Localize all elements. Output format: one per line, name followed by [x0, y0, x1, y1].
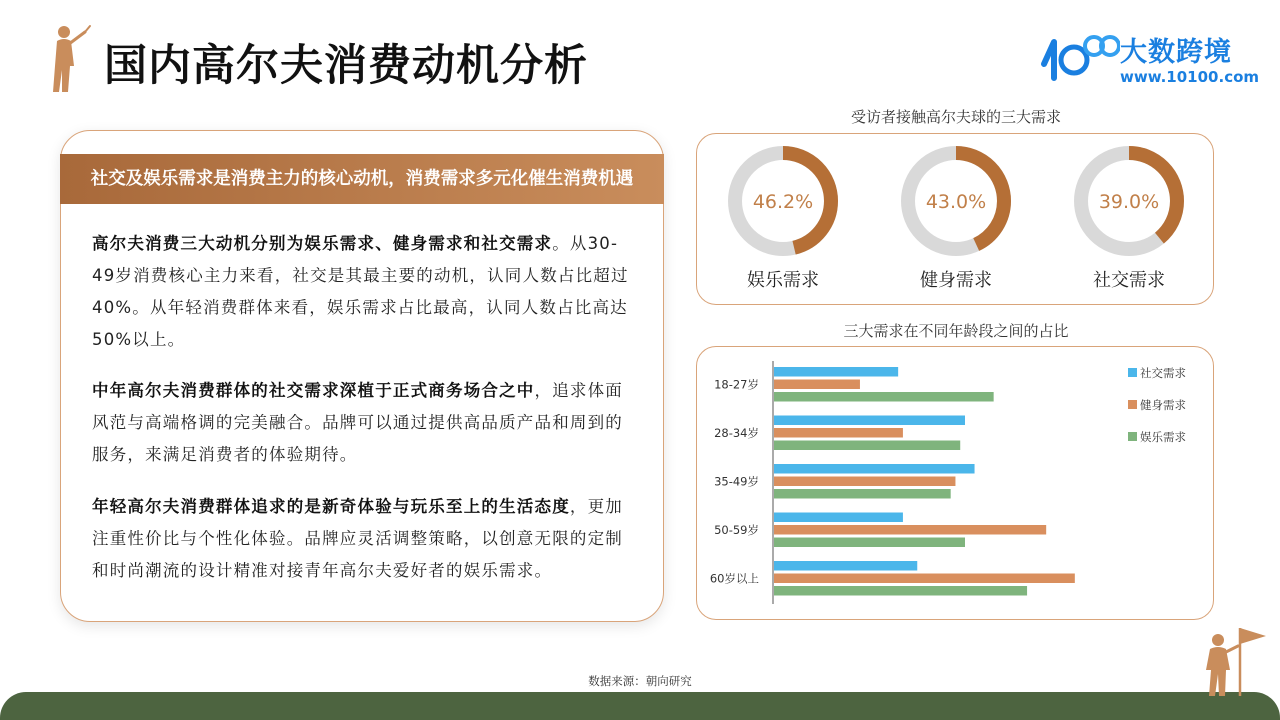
- donut-value-label-3: 39.0%: [1098, 191, 1160, 213]
- paragraph-2-text: ，追求体面风范与高端格调的完美融合。品牌可以通过提供高品质产品和周到的服务，来满足消费者的体验期待。: [92, 381, 623, 464]
- bar-2-1: [774, 416, 965, 426]
- bar-5-3: [774, 586, 1027, 596]
- donut-chart-title: 受访者接触高尔夫球的三大需求: [850, 108, 1061, 126]
- paragraph-3-bold: 年轻高尔夫消费群体追求的是新奇体验与玩乐至上的生活态度: [92, 497, 570, 516]
- brand-logo: [1040, 28, 1260, 92]
- bar-5-2: [774, 574, 1075, 584]
- bar-5-1: [774, 561, 917, 571]
- legend-swatch-3: [1128, 432, 1137, 441]
- legend-label-3: 娱乐需求: [1140, 430, 1186, 444]
- paragraph-2-bold: 中年高尔夫消费群体的社交需求深植于正式商务场合之中: [92, 381, 535, 400]
- legend-swatch-2: [1128, 400, 1137, 409]
- data-source: 数据来源：朝向研究: [588, 674, 692, 688]
- bar-category-label-1: 18-27岁: [714, 377, 759, 392]
- bar-4-1: [774, 513, 903, 523]
- bar-4-3: [774, 538, 965, 548]
- legend-label-2: 健身需求: [1140, 398, 1186, 412]
- bar-2-3: [774, 441, 960, 451]
- donut-category-label-2: 健身需求: [920, 270, 992, 291]
- bar-chart-card: [696, 346, 1214, 620]
- page-title: 国内高尔夫消费动机分析: [104, 41, 588, 91]
- summary-paragraph-2: [92, 375, 637, 471]
- legend-swatch-1: [1128, 368, 1137, 377]
- donut-chart-card: [696, 133, 1214, 305]
- bar-4-2: [774, 525, 1046, 535]
- legend-label-1: 社交需求: [1140, 366, 1186, 380]
- donut-value-label-2: 43.0%: [925, 191, 987, 213]
- logo-brand-name: 大数跨境: [1120, 37, 1232, 68]
- bar-category-label-3: 35-49岁: [714, 474, 759, 489]
- summary-paragraph-1: [92, 228, 637, 356]
- paragraph-3-text: ，更加注重性价比与个性化体验。品牌应灵活调整策略，以创意无限的定制和时尚潮流的设计精准对接青年高尔夫爱好者的娱乐需求。: [92, 497, 624, 580]
- footer-band: [0, 692, 1280, 720]
- golfer-flag-icon: [1200, 624, 1270, 696]
- logo-url: www.10100.com: [1120, 68, 1260, 86]
- bar-category-label-5: 60岁以上: [709, 571, 759, 586]
- donut-chart: [697, 134, 1215, 306]
- summary-paragraph-3: [92, 491, 637, 587]
- donut-value-label-1: 46.2%: [752, 191, 814, 213]
- bar-category-label-2: 28-34岁: [714, 425, 759, 440]
- bar-3-3: [774, 489, 951, 499]
- bar-3-2: [774, 477, 955, 487]
- donut-category-label-3: 社交需求: [1093, 270, 1165, 291]
- donut-category-label-1: 娱乐需求: [747, 270, 819, 291]
- bar-2-2: [774, 428, 903, 438]
- golfer-icon: [40, 22, 92, 94]
- bar-1-2: [774, 380, 860, 390]
- bar-1-1: [774, 367, 898, 377]
- bar-chart-title: 三大需求在不同年龄段之间的占比: [843, 322, 1069, 340]
- bar-3-1: [774, 464, 975, 474]
- paragraph-1-bold: 高尔夫消费三大动机分别为娱乐需求、健身需求和社交需求: [92, 234, 553, 253]
- summary-banner: 社交及娱乐需求是消费主力的核心动机，消费需求多元化催生消费机遇: [60, 154, 664, 204]
- bar-chart: [697, 347, 1215, 621]
- logo-mark-icon: [1040, 30, 1120, 82]
- bar-category-label-4: 50-59岁: [714, 522, 759, 537]
- paragraph-1-text: 。从30-49岁消费核心主力来看，社交是其最主要的动机，认同人数占比超过 40%。从年轻消费群体来看，娱乐需求占比最高，认同人数占比高达 50%以上。: [92, 234, 629, 349]
- bar-1-3: [774, 392, 994, 402]
